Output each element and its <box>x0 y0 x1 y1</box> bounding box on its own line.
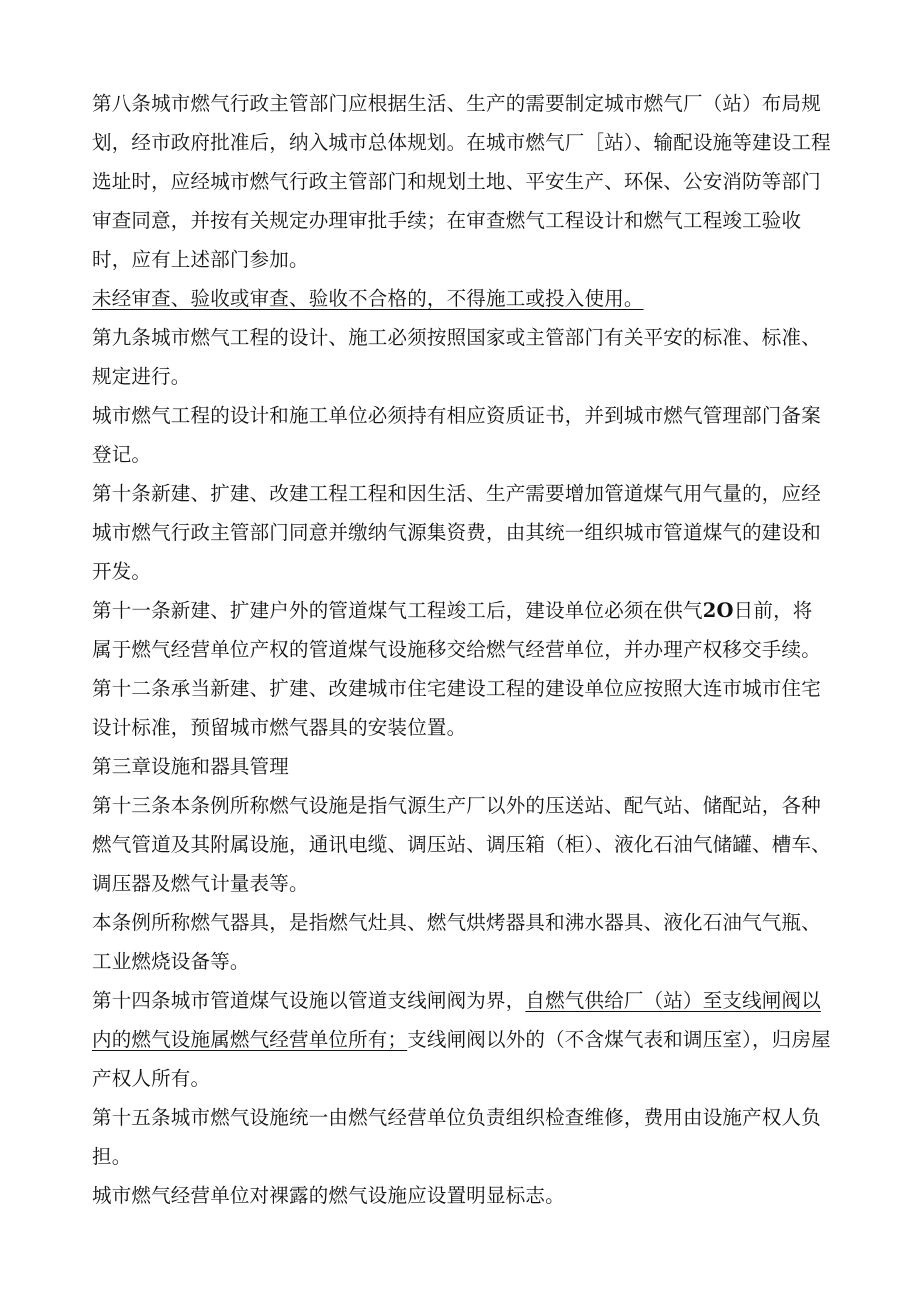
article-11-days: 2O <box>702 599 734 622</box>
article-9-note: 城市燃气工程的设计和施工单位必须持有相应资质证书，并到城市燃气管理部门备案登记。 <box>92 404 821 466</box>
underlined-text: 未经审查、验收或审查、验收不合格的，不得施工或投入使用。 <box>92 287 644 310</box>
article-11-text-b: 日前，将属于燃气经营单位产权的管道煤气设施移交给燃气经营单位，并办理产权移交手续。 <box>92 599 821 661</box>
article-13-note: 本条例所称燃气器具，是指燃气灶具、燃气烘烤器具和沸水器具、液化石油气气瓶、工业燃烧设备等。 <box>92 911 821 973</box>
article-8-paragraph: 第八条城市燃气行政主管部门应根据生活、生产的需要制定城市燃气厂（站）布局规划，经市政府批准后，纳入城市总体规划。在城市燃气厂［站）、输配设施等建设工程选址时，应经城市燃气行政主管部门和规划土地、平安生产、环保、公安消防等部门审查同意，并按有关规定办理审批手续；在审查燃气工程设计和燃气工程竣工验收时，应有上述部门参加。 <box>92 92 831 271</box>
article-11-text-a: 第十一条新建、扩建户外的管道煤气工程竣工后，建设单位必须在供气 <box>92 599 703 622</box>
article-8-note <box>92 279 832 318</box>
article-15-paragraph: 第十五条城市燃气设施统一由燃气经营单位负责组织检查维修，费用由设施产权人负担。 <box>92 1106 821 1168</box>
article-14-underlined: 自燃气供给厂（站）至支线闸阀以内的燃气设施属燃气经营单位所有； <box>92 989 821 1051</box>
article-15-note: 城市燃气经营单位对裸露的燃气设施应设置明显标志。 <box>92 1184 565 1207</box>
article-10-paragraph: 第十条新建、扩建、改建工程工程和因生活、生产需要增加管道煤气用气量的，应经城市燃气行政主管部门同意并缴纳气源集资费，由其统一组织城市管道煤气的建设和开发。 <box>92 482 821 583</box>
article-14-text-a: 第十四条城市管道煤气设施以管道支线闸阀为界， <box>92 989 526 1012</box>
article-14-text-b: 支线闸阀以外的（不含煤气表和调压室），归房屋产权人所有。 <box>92 1028 831 1090</box>
document-page <box>92 84 832 1215</box>
article-13-paragraph: 第十三条本条例所称燃气设施是指气源生产厂以外的压送站、配气站、储配站，各种燃气管道及其附属设施，通讯电缆、调压站、调压箱（柜）、液化石油气储罐、槽车、调压器及燃气计量表等。 <box>92 794 831 895</box>
article-14-paragraph <box>92 981 832 1098</box>
article-9-paragraph: 第九条城市燃气工程的设计、施工必须按照国家或主管部门有关平安的标准、标准、规定进行。 <box>92 326 821 388</box>
article-11-paragraph <box>92 591 832 669</box>
chapter-3-heading: 第三章设施和器具管理 <box>92 755 290 778</box>
article-12-paragraph: 第十二条承当新建、扩建、改建城市住宅建设工程的建设单位应按照大连市城市住宅设计标准，预留城市燃气器具的安装位置。 <box>92 677 821 739</box>
